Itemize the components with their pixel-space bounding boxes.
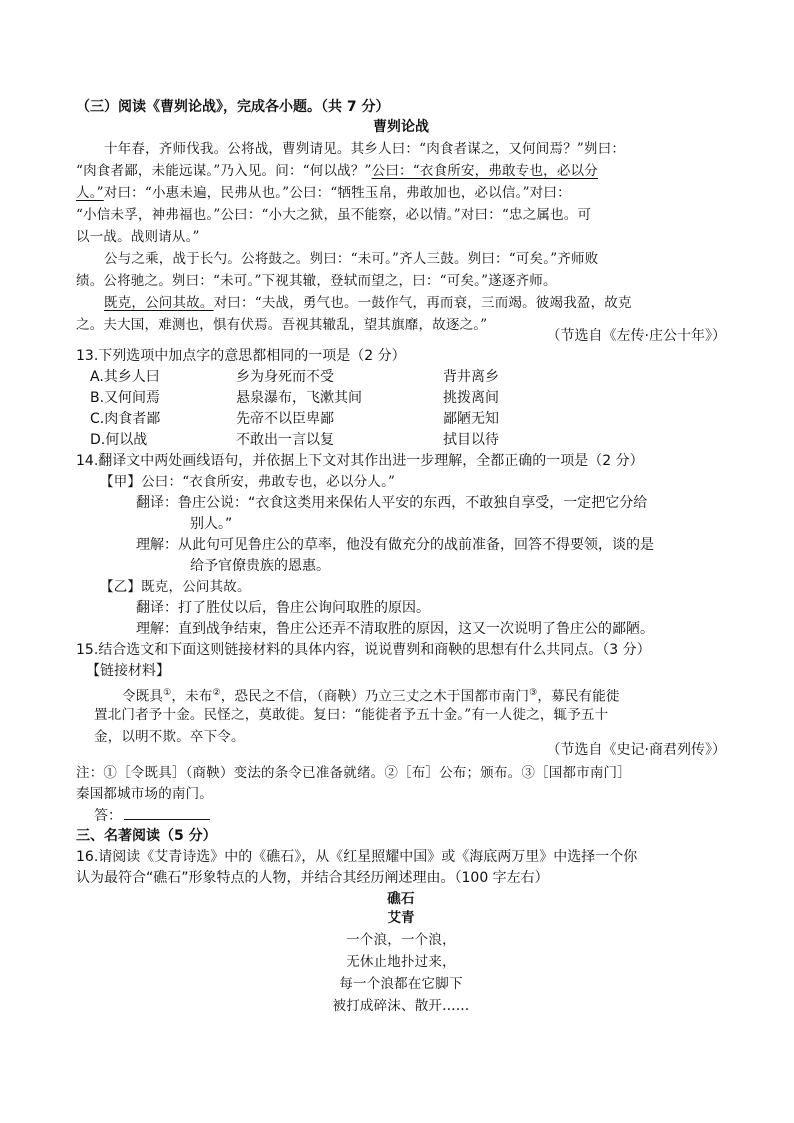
material-line: 令既具①，未布②，恐民之不信，（商鞅）乃立三丈之木于国都市南门③，募民有能徙 xyxy=(122,688,620,705)
poem-line: 被打成碎沫、散开…… xyxy=(332,998,470,1014)
link-material-label: 【链接材料】 xyxy=(86,663,170,679)
q14-jia-understanding-cont: 给予官僚贵族的恩惠。 xyxy=(190,558,330,574)
passage-line: “肉食者鄙，未能远谋。”乃入见。问：“何以战？”公曰：“衣食所安，弗敢专也，必以分 xyxy=(76,163,598,179)
answer-blank[interactable] xyxy=(124,805,210,820)
passage-line: 人。”对曰：“小惠未遍，民弗从也。”公曰：“牺牲玉帛，弗敢加也，必以信。”对曰： xyxy=(76,185,571,201)
passage-line: 公与之乘，战于长勺。公将鼓之。刿曰：“未可。”齐人三鼓。刿曰：“可矣。”齐师败 xyxy=(104,251,599,267)
material-source: （节选自《史记·商君列传》） xyxy=(546,742,726,758)
q15-stem: 15.结合选文和下面这则链接材料的具体内容，说说曹刿和商鞅的思想有什么共同点。（3 分） xyxy=(76,642,651,658)
passage-line: 以一战。战则请从。” xyxy=(76,229,200,245)
q14-jia-translation-cont: 别人。” xyxy=(190,516,233,532)
passage-title: 曹刿论战 xyxy=(373,119,429,135)
passage-line: 绩。公将驰之。刿曰：“未可。”下视其辙，登轼而望之，曰：“可矣。”遂逐齐师。 xyxy=(76,273,557,289)
poem-title: 礁石 xyxy=(387,891,415,907)
underlined-sentence-jia: 公曰：“衣食所安，弗敢专也，必以分 xyxy=(371,163,598,179)
passage-line: 既克，公问其故。对曰：“夫战，勇气也。一鼓作气，再而衰，三而竭。彼竭我盈，故克 xyxy=(104,295,632,311)
q14-jia-understanding: 理解：从此句可见鲁庄公的草率，他没有做充分的战前准备，回答不得要领，谈的是 xyxy=(136,537,654,553)
q16-stem-cont: 认为最符合“礁石”形象特点的人物，并结合其经历阐述理由。（100 字左右） xyxy=(76,870,549,886)
material-note-cont: 秦国都城市场的南门。 xyxy=(76,786,213,802)
section-heading-classics: 三、名著阅读（5 分） xyxy=(76,828,217,844)
passage-source: （节选自《左传·庄公十年》） xyxy=(546,328,726,344)
q14-yi: 【乙】既克，公问其故。 xyxy=(100,579,251,595)
poem-line: 每一个浪都在它脚下 xyxy=(339,976,463,992)
section-heading: （三）阅读《曹刿论战》，完成各小题。（共 7 分） xyxy=(76,99,390,115)
passage-line: 十年春，齐师伐我。公将战，曹刿请见。其乡人曰：“肉食者谋之，又何间焉？”刿曰： xyxy=(104,141,626,157)
q16-stem: 16.请阅读《艾青诗选》中的《礁石》，从《红星照耀中国》或《海底两万里》中选择一个你 xyxy=(76,849,638,865)
material-line: 置北门者予十金。民怪之，莫敢徙。复曰：“能徙者予五十金。”有一人徙之，辄予五十 xyxy=(94,707,609,723)
q15-answer: 答： xyxy=(94,805,744,827)
underlined-sentence-jia-end: 人。” xyxy=(76,185,104,201)
passage-line: “小信未孚，神弗福也。”公曰：“小大之狱，虽不能察，必以情。”对曰：“忠之属也。可 xyxy=(76,207,592,223)
poem-line: 无休止地扑过来， xyxy=(346,954,456,970)
q14-jia: 【甲】公曰：“衣食所安，弗敢专也，必以分人。” xyxy=(100,474,396,490)
poem-line: 一个浪，一个浪， xyxy=(346,932,456,948)
material-note: 注：①［令既具］（商鞅）变法的条令已准备就绪。②［布］公布；颁布。③［国都市南门］ xyxy=(76,765,631,781)
q13-stem: 13.下列选项中加点字的意思都相同的一项是（2 分） xyxy=(76,348,406,364)
q14-stem: 14.翻译文中两处画线语句，并依据上下文对其作出进一步理解，全都正确的一项是（2 分） xyxy=(76,453,644,469)
passage-line: 之。夫大国，难测也，惧有伏焉。吾视其辙乱，望其旗靡，故逐之。” xyxy=(76,317,488,333)
q14-yi-translation: 翻译：打了胜仗以后，鲁庄公询问取胜的原因。 xyxy=(136,600,430,616)
poem-author: 艾青 xyxy=(387,910,415,926)
exam-page: （三）阅读《曹刿论战》，完成各小题。（共 7 分） 曹刿论战 十年春，齐师伐我。公将战，曹刿请见。其乡人曰：“肉食者谋之，又何间焉？”刿曰： “肉食者鄙，未能远谋。”乃入见。问：“何以战？”公曰：“衣食所安，弗敢专也，必以分 人。”对曰：“小惠未遍，民弗从也。”公曰：“牺牲玉帛，弗敢加也，必以信。”对曰： “小信未孚，神弗福也。”公曰：“小大之狱，虽不能察，必以情。”对曰：“忠之属也。可 以一战。战则请从。” 公与之乘，战于长勺。公将鼓之。刿曰：“未可。”齐人三鼓。刿曰：“可矣。”齐师败 绩。公将驰之。刿曰：“未可。”下视其辙，登轼而望之，曰：“可矣。”遂逐齐师。 既克，公问其故。对曰：“夫战，勇气也。一鼓作气，再而衰，三而竭。彼竭我盈，故克 之。夫大国，难测也，惧有伏焉。吾视其辙乱，望其旗靡，故逐之。” （节选自《左传·庄公十年》） 13.下列选项中加点字的意思都相同的一项是（2 分） A.其乡人曰 乡为身死而不受 背井离乡 B.又何间焉 悬泉瀑布，飞漱其间 挑拨离间 C.肉食者鄙 先帝不以臣卑鄙 鄙陋无知 D.何以战 不敢出一言以复 拭目以待 14.翻译文中两处画线语句，并依据上下文对其作出进一步理解，全都正确的一项是（2 分） 【甲】公曰：“衣食所安，弗敢专也，必以分人。” 翻译：鲁庄公说：“衣食这类用来保佑人平安的东西，不敢独自享受，一定把它分给 别人。” 理解：从此句可见鲁庄公的草率，他没有做充分的战前准备，回答不得要领，谈的是 给予官僚贵族的恩惠。 【乙】既克，公问其故。 翻译：打了胜仗以后，鲁庄公询问取胜的原因。 理解：直到战争结束，鲁庄公还弄不清取胜的原因，这又一次说明了鲁庄公的鄙陋。 15.结合选文和下面这则链接材料的具体内容，说说曹刿和商鞅的思想有什么共同点。（3 分） 【链接材料】 令既具①，未布②，恐民之不信，（商鞅）乃立三丈之木于国都市南门③，募民有能徙 置北门者予十金。民怪之，莫敢徙。复曰：“能徙者予五十金。”有一人徙之，辄予五十 金，以明不欺。卒下令。 （节选自《史记·商君列传》） 注：①［令既具］（商鞅）变法的条令已准备就绪。②［布］公布；颁布。③［国都市南门］ 秦国都城市场的南门。 答： 三、名著阅读（5 分） 16.请阅读《艾青诗选》中的《礁石》，从《红星照耀中国》或《海底两万里》中选择一个你 认为最符合“礁石”形象特点的人物，并结合其经历阐述理由。（100 字左右） 礁石 艾青 一个浪，一个浪， 无休止地扑过来， 每一个浪都在它脚下 被打成碎沫、散开…… xyxy=(0,0,794,1123)
material-line: 金，以明不欺。卒下令。 xyxy=(94,729,245,745)
q14-yi-understanding: 理解：直到战争结束，鲁庄公还弄不清取胜的原因，这又一次说明了鲁庄公的鄙陋。 xyxy=(136,621,654,637)
underlined-sentence-yi: 既克，公问其故。 xyxy=(104,295,214,311)
q14-jia-translation: 翻译：鲁庄公说：“衣食这类用来保佑人平安的东西，不敢独自享受，一定把它分给 xyxy=(136,495,648,511)
